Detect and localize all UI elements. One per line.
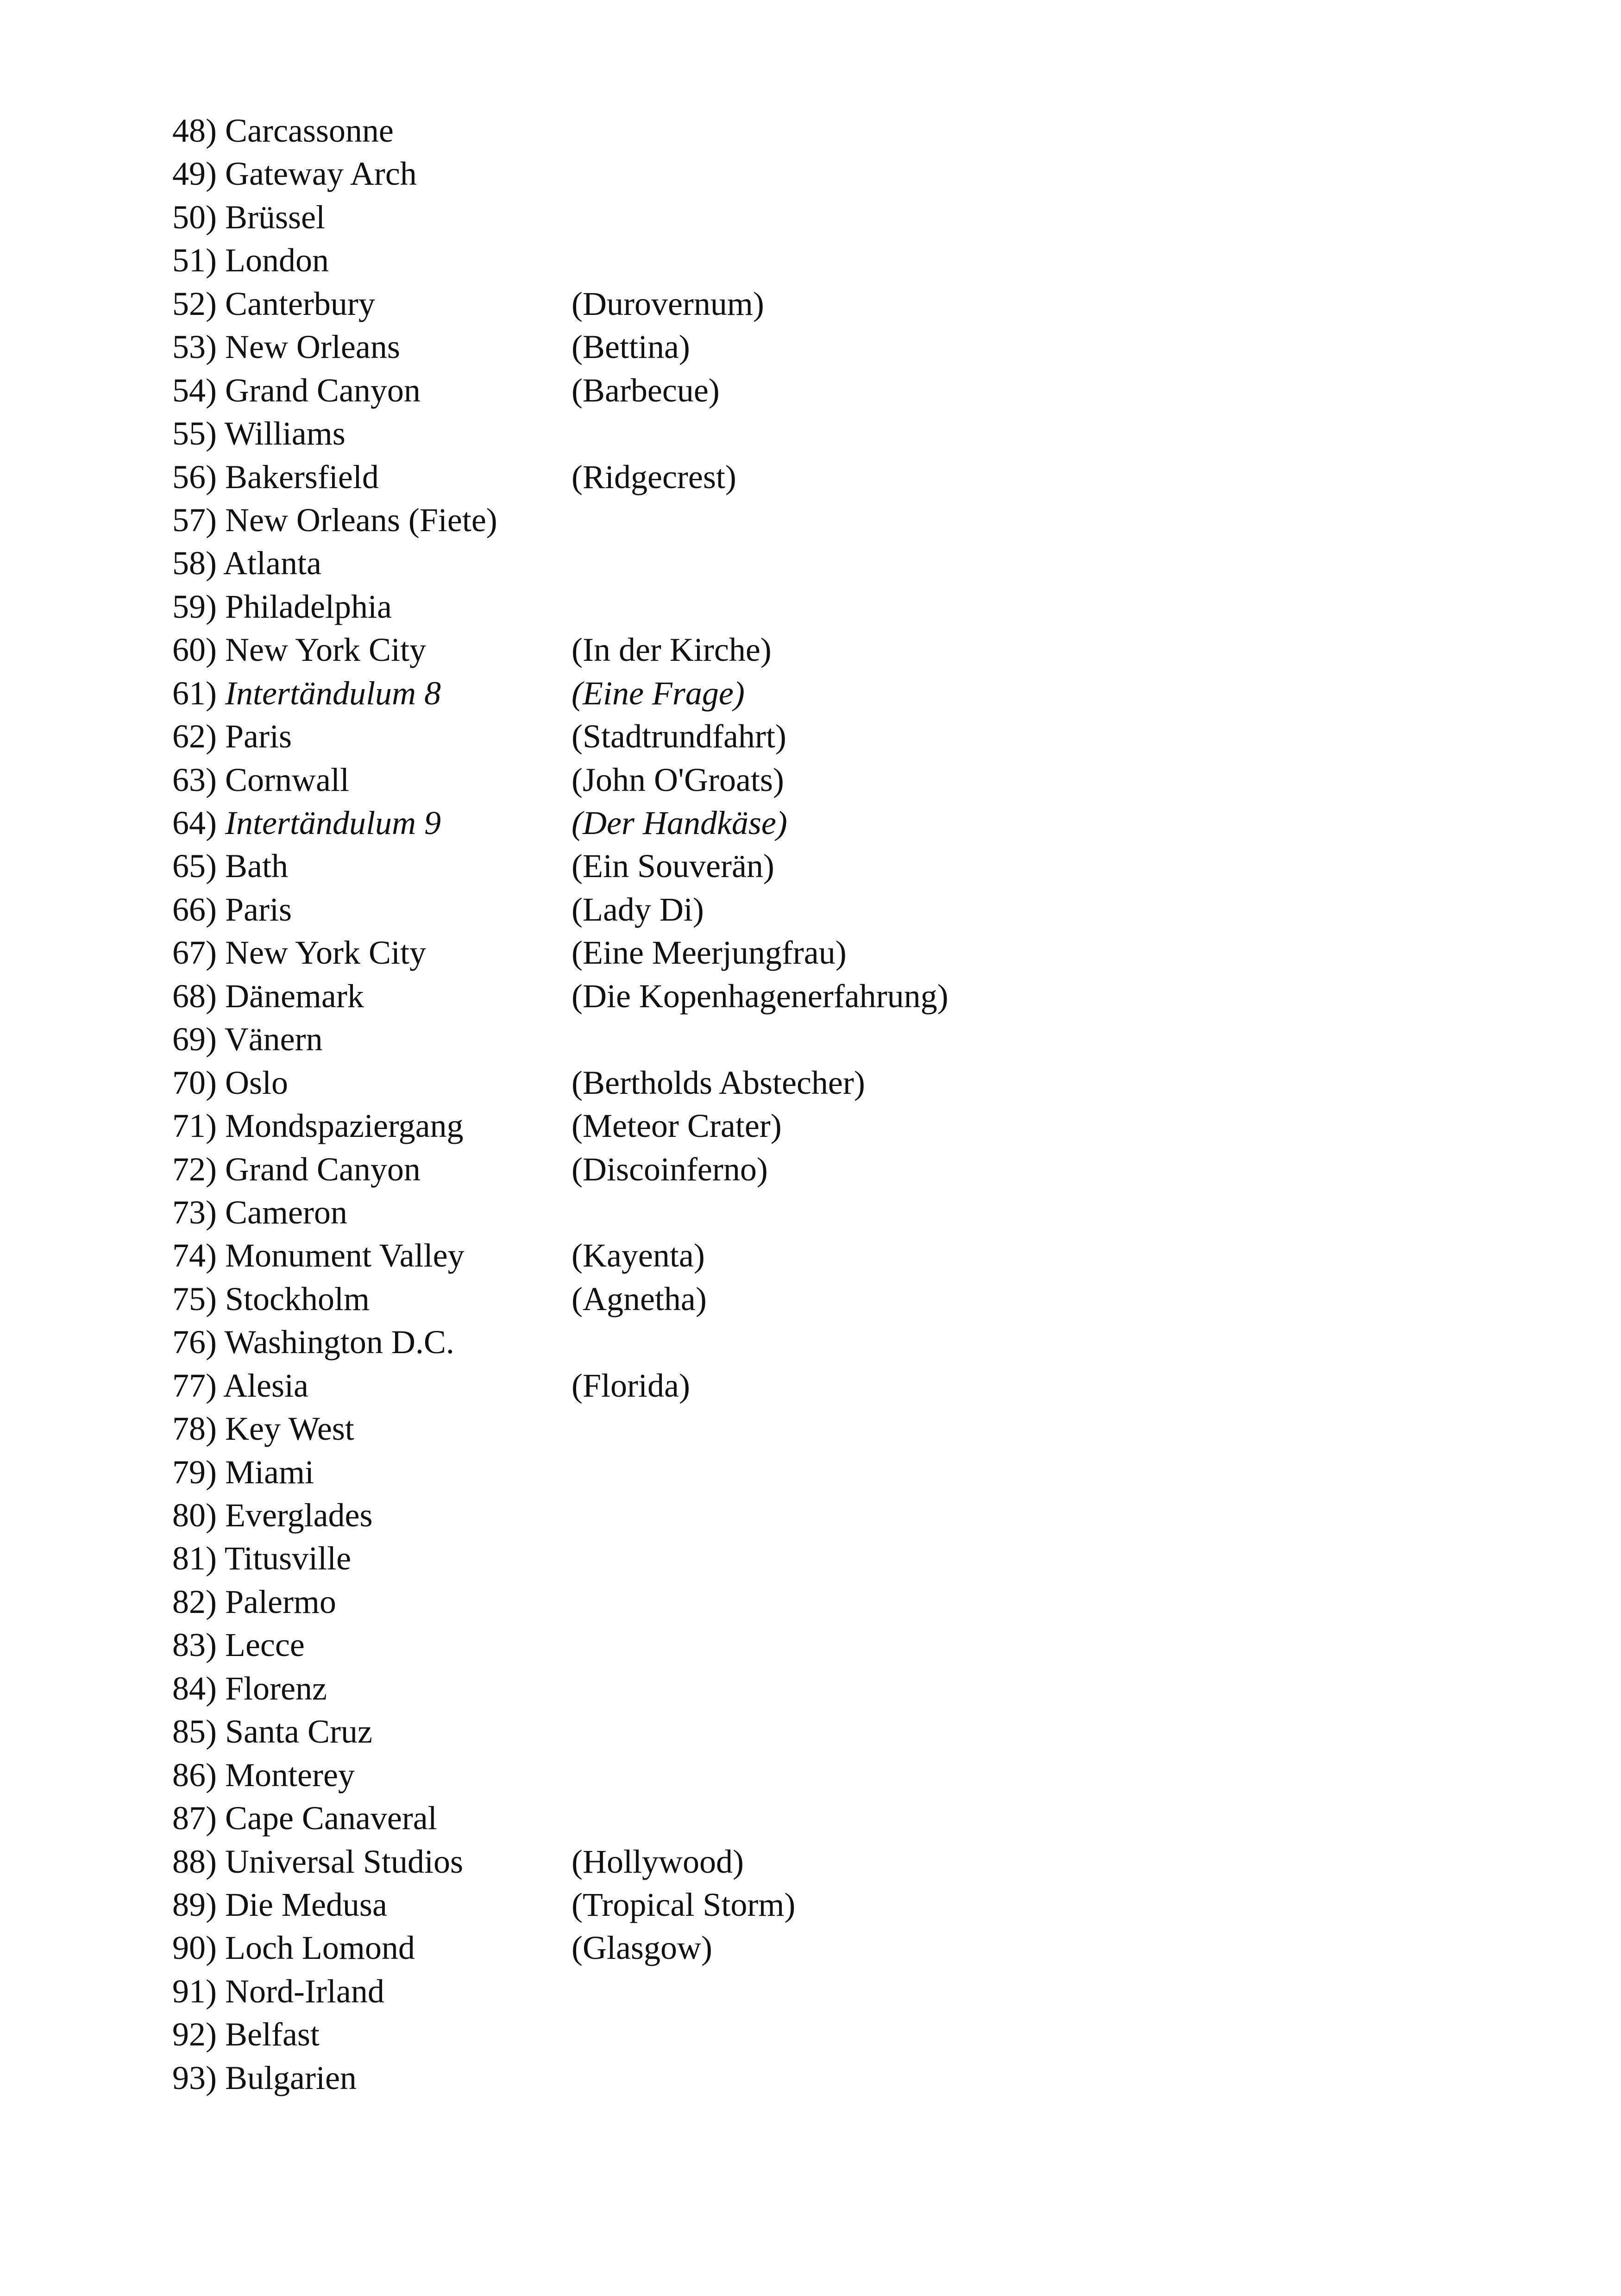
entry-title (172, 542, 572, 585)
entry-title (172, 975, 572, 1018)
entry-name: Monument Valley (225, 1237, 465, 1274)
entry-title (172, 499, 572, 542)
entry-number: 63) (172, 761, 217, 798)
entry-title (172, 1710, 572, 1753)
list-item (172, 802, 1376, 845)
entry-title (172, 412, 572, 455)
entry-note: (Barbecue) (572, 371, 720, 409)
entry-name: Monterey (225, 1756, 355, 1794)
list-item (172, 1970, 1376, 2013)
list-item (172, 326, 1376, 369)
entry-name: London (225, 242, 329, 279)
entry-title (172, 1970, 572, 2013)
entry-note: (In der Kirche) (572, 631, 772, 669)
entry-title (172, 1278, 572, 1321)
entry-title (172, 931, 572, 974)
entry-number: 91) (172, 1972, 217, 2010)
list-item (172, 282, 1376, 326)
entry-title (172, 1104, 572, 1148)
entry-name: Bulgarien (225, 2059, 357, 2096)
list-item (172, 1234, 1376, 1277)
entry-number: 59) (172, 588, 217, 625)
entry-number: 70) (172, 1064, 217, 1101)
list-item (172, 585, 1376, 628)
entry-name: New Orleans (Fiete) (225, 501, 497, 539)
entry-title (172, 2057, 572, 2100)
entry-number: 69) (172, 1021, 217, 1058)
entry-name: Oslo (225, 1064, 289, 1101)
entry-title (172, 1191, 572, 1234)
entry-title (172, 715, 572, 758)
chapter-list (172, 109, 1376, 2100)
entry-title (172, 109, 572, 152)
entry-number: 56) (172, 458, 217, 496)
list-item (172, 1581, 1376, 1624)
entry-title (172, 845, 572, 888)
list-item (172, 1321, 1376, 1364)
entry-note: (Eine Frage) (572, 674, 745, 712)
entry-title (172, 456, 572, 499)
entry-number: 58) (172, 545, 217, 582)
entry-number: 83) (172, 1626, 217, 1664)
entry-name: Cape Canaveral (225, 1800, 437, 1837)
entry-note: (Der Handkäse) (572, 804, 787, 841)
entry-title (172, 1840, 572, 1883)
entry-name: Belfast (225, 2016, 320, 2053)
entry-name: Florenz (225, 1669, 327, 1707)
entry-title (172, 802, 572, 845)
list-item (172, 628, 1376, 671)
entry-number: 71) (172, 1107, 217, 1145)
entry-title (172, 1148, 572, 1191)
entry-number: 90) (172, 1929, 217, 1967)
entry-name: Intertändulum 8 (225, 674, 441, 712)
entry-note: (Agnetha) (572, 1280, 707, 1317)
entry-number: 73) (172, 1193, 217, 1231)
entry-name: Grand Canyon (225, 371, 421, 409)
entry-title (172, 326, 572, 369)
list-item (172, 1710, 1376, 1753)
list-item (172, 1191, 1376, 1234)
entry-name: Washington D.C. (224, 1324, 454, 1361)
entry-name: Cornwall (225, 761, 349, 798)
list-item (172, 1061, 1376, 1104)
entry-note: (Florida) (572, 1367, 690, 1404)
entry-name: Brüssel (225, 198, 325, 236)
entry-name: Dänemark (225, 977, 364, 1015)
entry-title (172, 585, 572, 628)
entry-number: 72) (172, 1150, 217, 1188)
list-item (172, 975, 1376, 1018)
entry-title (172, 759, 572, 802)
entry-title (172, 1407, 572, 1450)
list-item (172, 1926, 1376, 1970)
entry-number: 55) (172, 415, 217, 452)
entry-title (172, 888, 572, 931)
entry-name: Atlanta (223, 545, 321, 582)
list-item (172, 1278, 1376, 1321)
entry-title (172, 1797, 572, 1840)
list-item (172, 499, 1376, 542)
list-item (172, 152, 1376, 195)
entry-name: Loch Lomond (225, 1929, 415, 1967)
entry-title (172, 1754, 572, 1797)
entry-name: Intertändulum 9 (225, 804, 441, 841)
entry-number: 78) (172, 1410, 217, 1448)
entry-note: (Ein Souverän) (572, 847, 774, 885)
entry-title (172, 282, 572, 326)
list-item (172, 1883, 1376, 1926)
entry-name: Bath (225, 847, 288, 885)
entry-title (172, 628, 572, 671)
entry-number: 76) (172, 1324, 217, 1361)
entry-note: (John O'Groats) (572, 761, 784, 798)
entry-number: 57) (172, 501, 217, 539)
entry-name: Williams (224, 415, 346, 452)
list-item (172, 239, 1376, 282)
entry-name: Alesia (223, 1367, 308, 1404)
entry-name: Titusville (224, 1540, 352, 1577)
entry-number: 82) (172, 1583, 217, 1620)
list-item (172, 1148, 1376, 1191)
entry-name: Miami (225, 1453, 314, 1491)
list-item (172, 456, 1376, 499)
entry-note: (Stadtrundfahrt) (572, 718, 786, 755)
entry-title (172, 1883, 572, 1926)
list-item (172, 845, 1376, 888)
entry-number: 48) (172, 112, 217, 149)
entry-note: (Eine Meerjungfrau) (572, 934, 847, 972)
entry-title (172, 196, 572, 239)
entry-number: 92) (172, 2016, 217, 2053)
entry-number: 50) (172, 198, 217, 236)
entry-name: Palermo (225, 1583, 336, 1620)
entry-number: 60) (172, 631, 217, 669)
list-item (172, 1407, 1376, 1450)
entry-name: Philadelphia (225, 588, 392, 625)
list-item (172, 1667, 1376, 1710)
entry-name: Grand Canyon (225, 1150, 421, 1188)
entry-name: Universal Studios (225, 1843, 463, 1880)
entry-number: 64) (172, 804, 217, 841)
entry-note: (Tropical Storm) (572, 1886, 796, 1923)
entry-note: (Bertholds Abstecher) (572, 1064, 865, 1101)
entry-title (172, 672, 572, 715)
entry-title (172, 1018, 572, 1061)
entry-name: Everglades (225, 1497, 373, 1534)
entry-title (172, 1926, 572, 1970)
entry-name: Paris (225, 718, 292, 755)
entry-note: (Ridgecrest) (572, 458, 736, 496)
entry-number: 52) (172, 285, 217, 322)
entry-number: 87) (172, 1800, 217, 1837)
list-item (172, 715, 1376, 758)
entry-title (172, 1364, 572, 1407)
entry-number: 65) (172, 847, 217, 885)
entry-title (172, 1321, 572, 1364)
entry-title (172, 1667, 572, 1710)
entry-number: 61) (172, 674, 217, 712)
entry-name: Key West (225, 1410, 354, 1448)
entry-title (172, 1537, 572, 1580)
entry-number: 49) (172, 155, 217, 193)
entry-name: Paris (225, 891, 292, 928)
entry-name: Gateway Arch (225, 155, 417, 193)
entry-note: (Durovernum) (572, 285, 764, 322)
list-item (172, 1104, 1376, 1148)
entry-name: Santa Cruz (225, 1713, 372, 1750)
entry-note: (Die Kopenhagenerfahrung) (572, 977, 949, 1015)
list-item (172, 672, 1376, 715)
entry-note: (Kayenta) (572, 1237, 705, 1274)
entry-title (172, 239, 572, 282)
entry-title (172, 1581, 572, 1624)
entry-number: 93) (172, 2059, 217, 2096)
entry-number: 85) (172, 1713, 217, 1750)
list-item (172, 1494, 1376, 1537)
entry-number: 86) (172, 1756, 217, 1794)
entry-number: 81) (172, 1540, 217, 1577)
list-item (172, 1624, 1376, 1667)
entry-title (172, 152, 572, 195)
entry-number: 79) (172, 1453, 217, 1491)
list-item (172, 196, 1376, 239)
list-item (172, 1364, 1376, 1407)
entry-note: (Meteor Crater) (572, 1107, 782, 1145)
entry-name: Lecce (225, 1626, 305, 1664)
entry-note: (Discoinferno) (572, 1150, 768, 1188)
list-item (172, 1451, 1376, 1494)
list-item (172, 1840, 1376, 1883)
list-item (172, 1537, 1376, 1580)
list-item (172, 542, 1376, 585)
entry-number: 68) (172, 977, 217, 1015)
list-item (172, 369, 1376, 412)
entry-number: 84) (172, 1669, 217, 1707)
entry-number: 88) (172, 1843, 217, 1880)
list-item (172, 931, 1376, 974)
entry-number: 67) (172, 934, 217, 972)
entry-name: New York City (225, 631, 427, 669)
list-item (172, 412, 1376, 455)
entry-number: 77) (172, 1367, 217, 1404)
entry-title (172, 369, 572, 412)
entry-name: Carcassonne (225, 112, 394, 149)
list-item (172, 2013, 1376, 2056)
entry-name: Stockholm (225, 1280, 370, 1317)
list-item (172, 759, 1376, 802)
entry-name: New York City (225, 934, 427, 972)
entry-title (172, 1061, 572, 1104)
entry-number: 66) (172, 891, 217, 928)
list-item (172, 1754, 1376, 1797)
entry-note: (Glasgow) (572, 1929, 712, 1967)
entry-number: 53) (172, 328, 217, 366)
entry-note: (Bettina) (572, 328, 690, 366)
entry-title (172, 1451, 572, 1494)
entry-name: New Orleans (225, 328, 400, 366)
list-item (172, 1797, 1376, 1840)
entry-number: 51) (172, 242, 217, 279)
entry-number: 89) (172, 1886, 217, 1923)
list-item (172, 888, 1376, 931)
entry-name: Mondspaziergang (225, 1107, 464, 1145)
entry-title (172, 2013, 572, 2056)
entry-title (172, 1234, 572, 1277)
entry-note: (Hollywood) (572, 1843, 744, 1880)
list-item (172, 109, 1376, 152)
entry-number: 75) (172, 1280, 217, 1317)
entry-name: Canterbury (225, 285, 375, 322)
entry-number: 80) (172, 1497, 217, 1534)
entry-name: Vänern (224, 1021, 323, 1058)
list-item (172, 1018, 1376, 1061)
entry-name: Bakersfield (225, 458, 379, 496)
entry-title (172, 1624, 572, 1667)
entry-name: Nord-Irland (225, 1972, 384, 2010)
entry-note: (Lady Di) (572, 891, 704, 928)
entry-number: 62) (172, 718, 217, 755)
entry-name: Die Medusa (225, 1886, 387, 1923)
list-item (172, 2057, 1376, 2100)
entry-number: 54) (172, 371, 217, 409)
entry-number: 74) (172, 1237, 217, 1274)
entry-name: Cameron (225, 1193, 347, 1231)
entry-title (172, 1494, 572, 1537)
